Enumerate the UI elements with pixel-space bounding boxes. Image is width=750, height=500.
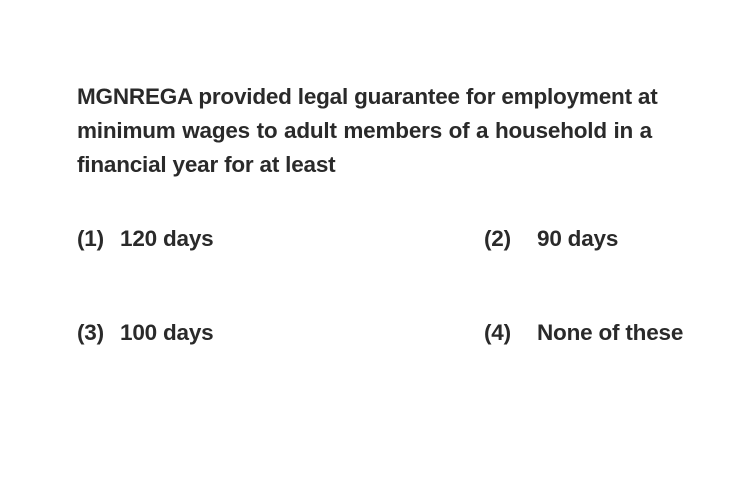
option-1-text: 120 days xyxy=(120,226,214,251)
option-3-number: (3) xyxy=(77,320,104,345)
option-1-number: (1) xyxy=(77,226,104,251)
option-2-number: (2) xyxy=(484,226,511,251)
option-4-text: None of these xyxy=(537,320,684,345)
question-line-2: minimum wages to adult members of a household in a xyxy=(77,118,652,143)
option-4-number: (4) xyxy=(484,320,511,345)
option-1 xyxy=(77,225,213,253)
option-4 xyxy=(484,319,683,347)
question-text xyxy=(77,80,658,182)
question-line-3: financial year for at least xyxy=(77,152,336,177)
option-3-text: 100 days xyxy=(120,320,214,345)
option-2-text: 90 days xyxy=(537,226,619,251)
option-3 xyxy=(77,319,213,347)
question-line-1: MGNREGA provided legal guarantee for employment at xyxy=(77,84,658,109)
option-2 xyxy=(484,225,618,253)
